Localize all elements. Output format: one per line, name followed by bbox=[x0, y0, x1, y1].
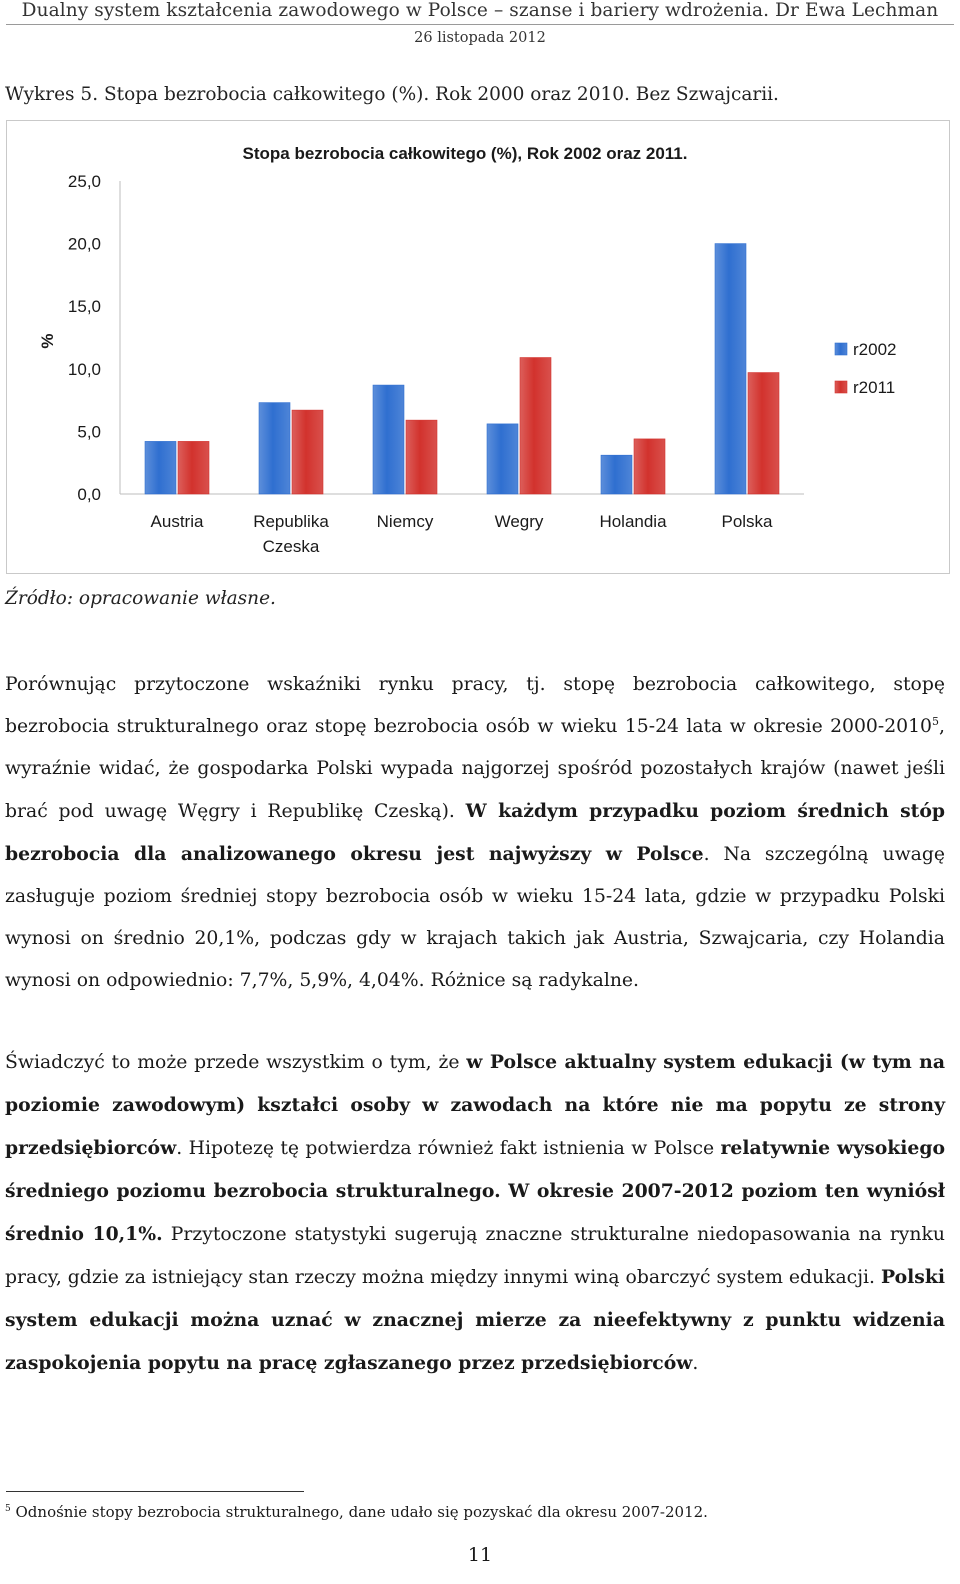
y-tick-label: 0,0 bbox=[77, 485, 101, 504]
footnote-text: Odnośnie stopy bezrobocia strukturalnego, dane udało się pozyskać dla okresu 2007-2012. bbox=[10, 1503, 708, 1521]
bar-r2002-2 bbox=[373, 385, 404, 494]
x-tick-label: Wegry bbox=[494, 512, 544, 531]
y-axis-ticks bbox=[68, 172, 101, 504]
legend-swatch-r2011 bbox=[835, 381, 847, 393]
bar-chart bbox=[6, 120, 950, 574]
p2-bold-1: w Polsce aktualny system edukacji (w tym na poziomie zawodowym) kształci osoby w zawodach na które nie ma popytu ze strony przedsiębiorców bbox=[5, 1051, 945, 1159]
bar-r2011-5 bbox=[748, 373, 779, 494]
p2-text-1: Świadczyć to może przede wszystkim o tym, że bbox=[5, 1052, 467, 1073]
y-tick-label: 10,0 bbox=[67, 359, 101, 379]
footnote-rule bbox=[6, 1491, 304, 1492]
header-title: Dualny system kształcenia zawodowego w Polsce – szanse i bariery wdrożenia. Dr Ewa Lechman bbox=[21, 0, 939, 21]
footnote-ref: 5 bbox=[932, 715, 940, 728]
x-tick-label: Republika bbox=[253, 512, 329, 531]
y-tick-label: 20,0 bbox=[67, 234, 101, 254]
bar-r2011-2 bbox=[406, 420, 437, 494]
bar-r2002-1 bbox=[259, 403, 290, 494]
bar-r2011-0 bbox=[178, 441, 209, 494]
bar-r2002-3 bbox=[487, 424, 518, 494]
p1-text-2: , wyraźnie widać, że gospodarka Polski wypada najgorzej spośród pozostałych krajów (nawet jeśli brać pod uwagę Węgry i Republikę Czeską). bbox=[5, 716, 945, 822]
page-number: 11 bbox=[467, 1544, 493, 1566]
p2-text-3: Przytoczone statystyki sugerują znaczne strukturalne niedopasowania na rynku pracy, gdzie za istniejący stan rzeczy można między innymi winą obarczyć system edukacji. bbox=[5, 1224, 945, 1288]
bar-r2011-4 bbox=[634, 439, 665, 494]
chart-title: Stopa bezrobocia całkowitego (%), Rok 2002 oraz 2011. bbox=[242, 144, 688, 163]
bar-r2002-5 bbox=[715, 244, 746, 494]
paragraph-2 bbox=[5, 1041, 945, 1385]
x-axis-labels bbox=[151, 512, 774, 556]
p1-text-1: Porównując przytoczone wskaźniki rynku pracy, tj. stopę bezrobocia całkowitego, stopę bezrobocia strukturalnego oraz stopę bezrobocia osób w wieku 15-24 lata w okresie 2000-2010 bbox=[5, 674, 945, 737]
footnote bbox=[5, 1503, 708, 1521]
p1-bold-1: W każdym przypadku poziom średnich stóp bezrobocia dla analizowanego okresu jest najwyższy w Polsce bbox=[5, 800, 945, 865]
x-tick-label: Czeska bbox=[262, 537, 320, 556]
p2-bold-3: Polski system edukacji można uznać w znacznej mierze za nieefektywny z punktu widzenia zaspokojenia popytu na pracę zgłaszanego przez przedsiębiorców bbox=[5, 1266, 945, 1374]
p2-bold-2: relatywnie wysokiego średniego poziomu bezrobocia strukturalnego. W okresie 2007-2012 poziom ten wyniósł średnio 10,1%. bbox=[5, 1137, 945, 1245]
legend-label-r2011: r2011 bbox=[853, 378, 896, 397]
p2-text-4: . bbox=[692, 1353, 699, 1374]
figure-caption: Wykres 5. Stopa bezrobocia całkowitego (%). Rok 2000 oraz 2010. Bez Szwajcarii. bbox=[5, 84, 779, 105]
p1-text-3: . Na szczególną uwagę zasługuje poziom średniej stopy bezrobocia osób w wieku 15-24 lata, gdzie w przypadku Polski wynosi on średnio 20,1%, podczas gdy w krajach takich jak Austria, Szwajcaria, czy Holandia wynosi on odpowiednio: 7,7%, 5,9%, 4,04%. Różnice są radykalne. bbox=[5, 844, 945, 991]
bar-r2002-4 bbox=[601, 455, 632, 494]
page-header bbox=[0, 0, 960, 56]
x-tick-label: Austria bbox=[150, 512, 204, 531]
chart-legend bbox=[835, 340, 896, 397]
y-tick-label: 25,0 bbox=[67, 172, 101, 191]
bar-r2011-1 bbox=[292, 410, 323, 494]
footnote-number: 5 bbox=[5, 1504, 11, 1514]
x-tick-label: Polska bbox=[721, 512, 773, 531]
y-tick-label: 15,0 bbox=[67, 297, 101, 317]
x-tick-label: Holandia bbox=[599, 512, 667, 531]
p2-text-2: . Hipotezę tę potwierdza również fakt istnienia w Polsce bbox=[176, 1138, 721, 1159]
bar-r2002-0 bbox=[145, 441, 176, 494]
figure-source: Źródło: opracowanie własne. bbox=[5, 588, 276, 609]
bar-series bbox=[145, 244, 779, 494]
y-tick-label: 5,0 bbox=[77, 422, 101, 442]
bar-r2011-3 bbox=[520, 358, 551, 494]
chart-svg bbox=[7, 121, 949, 573]
paragraph-1 bbox=[5, 664, 945, 1002]
y-axis-label: % bbox=[38, 333, 57, 349]
header-date: 26 listopada 2012 bbox=[414, 30, 546, 46]
x-tick-label: Niemcy bbox=[376, 512, 434, 531]
legend-label-r2002: r2002 bbox=[853, 340, 897, 359]
legend-swatch-r2002 bbox=[835, 343, 847, 355]
header-rule bbox=[6, 24, 954, 25]
